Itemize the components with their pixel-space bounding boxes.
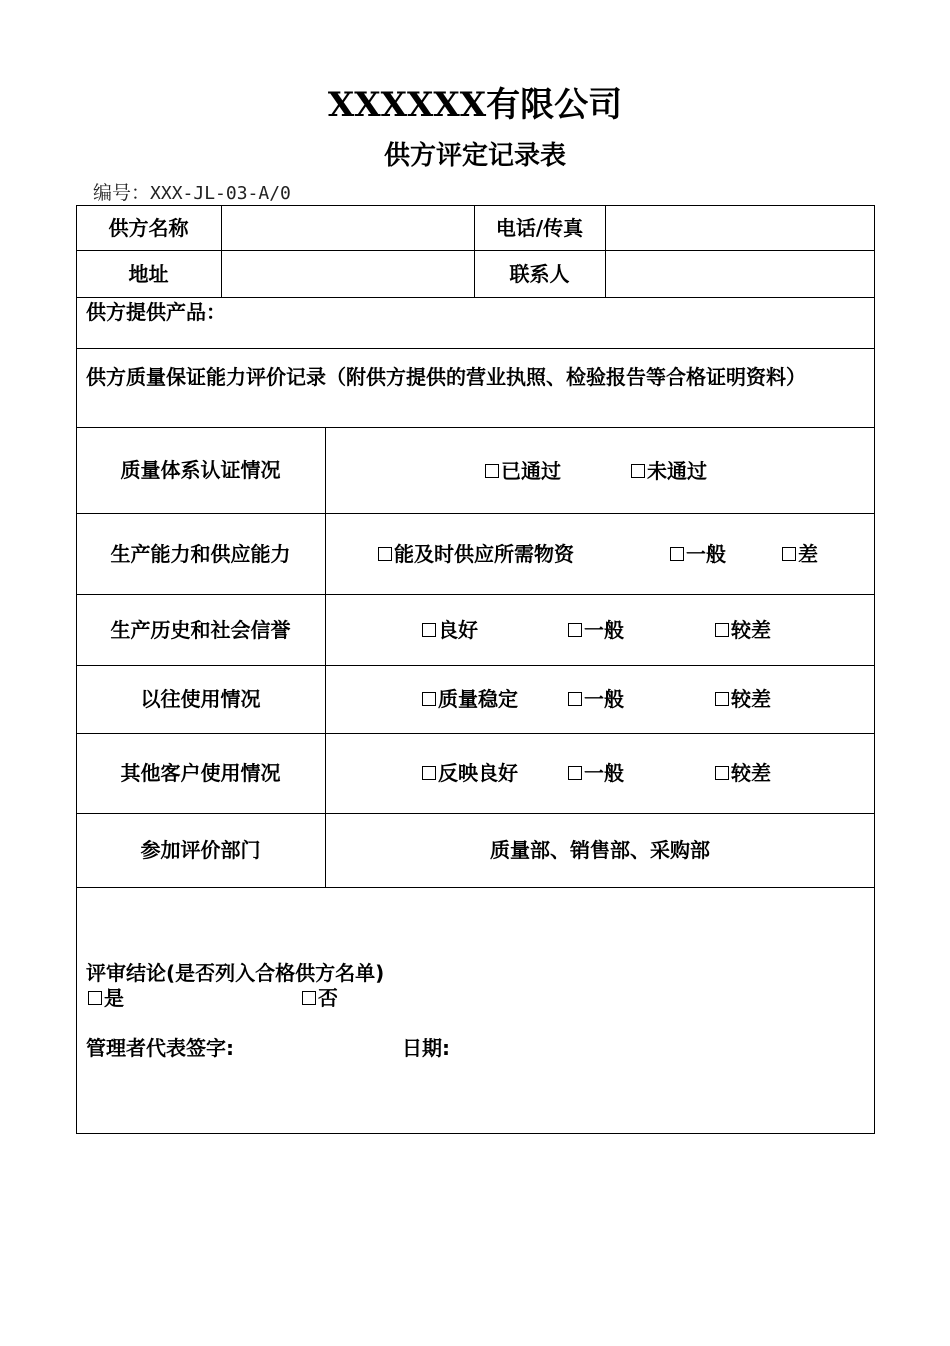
checkbox-icon[interactable] — [670, 547, 684, 561]
option-checkbox[interactable]: 未通过 — [631, 459, 707, 483]
checkbox-icon[interactable] — [631, 464, 645, 478]
criteria-label: 生产历史和社会信誉 — [110, 617, 291, 642]
criteria-label: 以往使用情况 — [140, 687, 261, 711]
checkbox-icon[interactable] — [568, 623, 582, 637]
checkbox-icon[interactable] — [715, 623, 729, 637]
option-checkbox[interactable]: 良好 — [422, 618, 478, 642]
address-label: 地址 — [128, 261, 169, 286]
checkbox-icon[interactable] — [88, 991, 102, 1005]
option-checkbox[interactable]: 一般 — [568, 761, 624, 785]
checkbox-icon[interactable] — [422, 623, 436, 637]
option-checkbox[interactable]: 质量稳定 — [422, 687, 518, 711]
conclusion-label: 评审结论(是否列入合格供方名单) — [86, 961, 385, 985]
company-name: XXXXXX有限公司 — [327, 85, 623, 125]
checkbox-icon[interactable] — [782, 547, 796, 561]
checkbox-icon[interactable] — [715, 766, 729, 780]
checkbox-icon[interactable] — [422, 766, 436, 780]
option-checkbox[interactable]: 一般 — [568, 687, 624, 711]
criteria-label: 其他客户使用情况 — [120, 761, 281, 785]
checkbox-icon[interactable] — [715, 692, 729, 706]
option-checkbox[interactable]: 较差 — [715, 761, 771, 785]
supplied-products-label: 供方提供产品： — [86, 300, 226, 324]
row-divider — [76, 297, 875, 298]
checkbox-icon[interactable] — [485, 464, 499, 478]
phone-fax-field[interactable] — [606, 205, 874, 250]
criteria-label: 质量体系认证情况 — [120, 458, 281, 482]
option-checkbox[interactable]: 一般 — [568, 618, 624, 642]
checkbox-icon[interactable] — [568, 766, 582, 780]
quality-assurance-record-label: 供方质量保证能力评价记录（附供方提供的营业执照、检验报告等合格证明资料） — [86, 365, 806, 389]
contact-field[interactable] — [606, 250, 874, 297]
checkbox-icon[interactable] — [568, 692, 582, 706]
departments-label: 参加评价部门 — [140, 838, 261, 862]
option-checkbox[interactable]: 一般 — [670, 542, 726, 566]
option-checkbox[interactable]: 较差 — [715, 687, 771, 711]
checkbox-icon[interactable] — [302, 991, 316, 1005]
date-label: 日期: — [402, 1036, 450, 1060]
supplier-name-label: 供方名称 — [108, 215, 189, 240]
criteria-label: 生产能力和供应能力 — [110, 541, 291, 566]
address-field[interactable] — [222, 250, 474, 297]
document-number — [93, 181, 291, 206]
phone-fax-label: 电话/传真 — [495, 215, 584, 240]
conclusion-no-checkbox[interactable]: 否 — [302, 986, 338, 1010]
option-checkbox[interactable]: 能及时供应所需物资 — [378, 542, 574, 566]
checkbox-icon[interactable] — [422, 692, 436, 706]
row-divider — [76, 348, 875, 349]
row-divider — [76, 887, 875, 888]
option-checkbox[interactable]: 已通过 — [485, 459, 561, 483]
option-checkbox[interactable]: 反映良好 — [422, 761, 518, 785]
document-number-label: 编号： — [93, 182, 151, 204]
departments-value: 质量部、销售部、采购部 — [490, 838, 710, 862]
supplier-name-field[interactable] — [222, 205, 474, 250]
form-title: 供方评定记录表 — [383, 141, 566, 171]
option-checkbox[interactable]: 差 — [782, 542, 818, 566]
checkbox-icon[interactable] — [378, 547, 392, 561]
contact-label: 联系人 — [509, 261, 570, 286]
signature-label: 管理者代表签字: — [86, 1036, 234, 1060]
conclusion-yes-checkbox[interactable]: 是 — [88, 986, 124, 1010]
option-checkbox[interactable]: 较差 — [715, 618, 771, 642]
document-number-value: XXX-JL-03-A/0 — [150, 183, 291, 204]
